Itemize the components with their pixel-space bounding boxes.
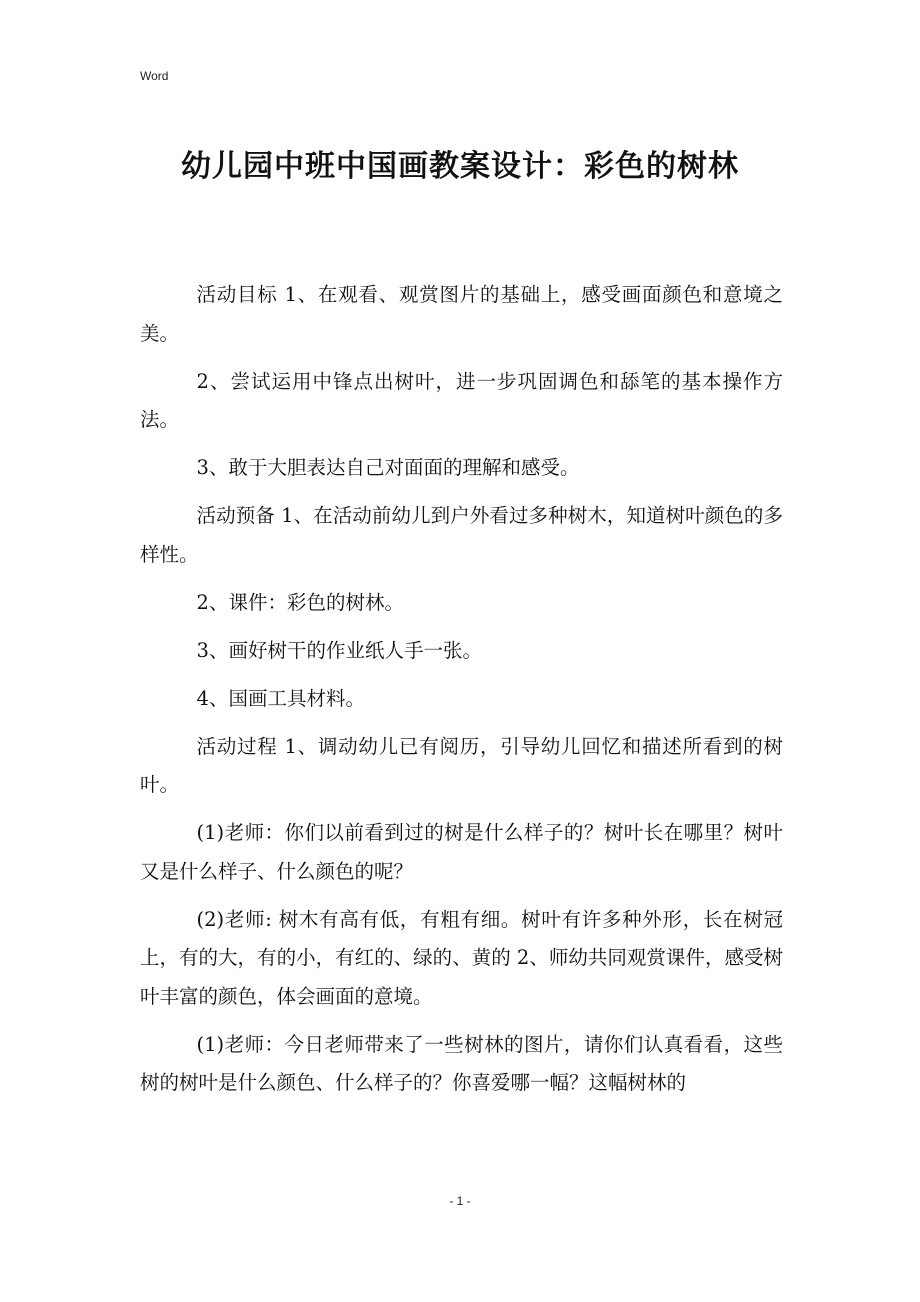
paragraph-objective-2: 2、尝试运用中锋点出树叶，进一步巩固调色和舔笔的基本操作方法。 — [140, 369, 783, 431]
header-label: Word — [140, 69, 169, 83]
paragraph-preparation-1: 活动预备 1、在活动前幼儿到户外看过多种树木，知道树叶颜色的多样性。 — [140, 504, 783, 566]
paragraph-objective-1: 活动目标 1、在观看、观赏图片的基础上，感受画面颜色和意境之美。 — [140, 283, 783, 345]
paragraph-preparation-2: 2、课件：彩色的树林。 — [196, 590, 404, 614]
paragraph-preparation-4: 4、国画工具材料。 — [196, 686, 365, 710]
paragraph-objective-3: 3、敢于大胆表达自己对面面的理解和感受。 — [196, 456, 580, 479]
page-number: - 1 - — [449, 1194, 471, 1208]
paragraph-process-1-2: (2)老师: 树木有高有低，有粗有细。树叶有许多种外形，长在树冠上，有的大，有的小，有红的、绿的、黄的 2、师幼共同观赏课件，感受树叶丰富的颜色，体会画面的意境。 — [140, 907, 783, 1008]
paragraph-preparation-3: 3、画好树干的作业纸人手一张。 — [196, 638, 482, 662]
paragraph-process-1: 活动过程 1、调动幼儿已有阅历，引导幼儿回忆和描述所看到的树叶。 — [140, 734, 783, 796]
paragraph-process-2-1: (1)老师：今日老师带来了一些树林的图片，请你们认真看看，这些树的树叶是什么颜色、什么样子的？你喜爱哪一幅？这幅树林的 — [140, 1032, 783, 1094]
paragraph-process-1-1: (1)老师：你们以前看到过的树是什么样子的？树叶长在哪里？树叶又是什么样子、什么颜色的呢？ — [140, 821, 783, 883]
document-body — [140, 276, 783, 1112]
document-title: 幼儿园中班中国画教案设计：彩色的树林 — [181, 149, 739, 184]
